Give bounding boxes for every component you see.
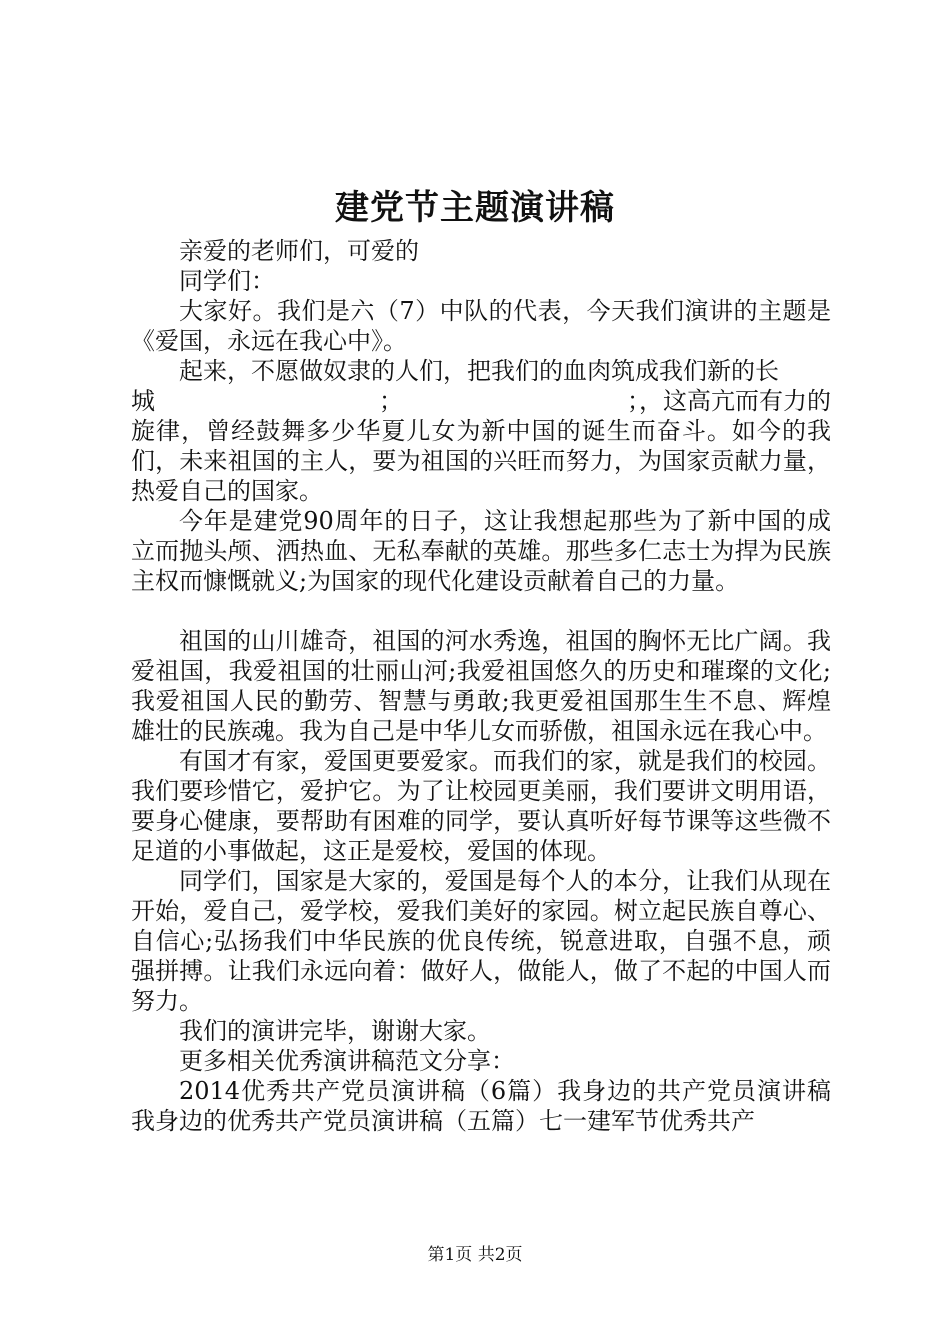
paragraph-intro: 大家好。我们是六（7）中队的代表，今天我们演讲的主题是《爱国，永远在我心中》。 xyxy=(131,297,831,355)
document-title: 建党节主题演讲稿 xyxy=(335,188,615,228)
paragraph-call-to-action: 同学们，国家是大家的，爱国是每个人的本分，让我们从现在开始，爱自己，爱学校，爱我们美好的家园。树立起民族自尊心、自信心;弘扬我们中华民族的优良传统，锐意进取，自强不息，顽强拼搏。让我们永远向着：做好人，做能人，做了不起的中国人而努力。 xyxy=(131,867,831,1015)
paragraph-school: 有国才有家，爱国更要爱家。而我们的家，就是我们的校园。我们要珍惜它，爱护它。为了让校园更美丽，我们要讲文明用语，要身心健康，要帮助有困难的同学，要认真听好每节课等这些微不足道的小事做起，这正是爱校，爱国的体现。 xyxy=(131,747,831,865)
page-footer: 第1页 共2页 xyxy=(427,1245,523,1265)
paragraph-more-link: 更多相关优秀演讲稿范文分享： xyxy=(179,1047,515,1075)
anthem-city-char: 城 xyxy=(131,387,155,415)
paragraph-closing: 我们的演讲完毕，谢谢大家。 xyxy=(179,1017,491,1045)
anthem-semicolon: ； xyxy=(379,387,403,415)
document-body xyxy=(131,236,831,1136)
paragraph-anthem xyxy=(131,356,831,506)
paragraph-motherland: 祖国的山川雄奇，祖国的河水秀逸，祖国的胸怀无比广阔。我爱祖国，我爱祖国的壮丽山河;我爱祖国悠久的历史和璀璨的文化;我爱祖国人民的勤劳、智慧与勇敢;我更爱祖国那生生不息、辉煌雄壮的民族魂。我为自己是中华儿女而骄傲，祖国永远在我心中。 xyxy=(131,627,831,745)
anthem-line-tail: ；，这高亢而有力的 xyxy=(627,387,831,415)
paragraph-party-anniversary: 今年是建党90周年的日子，这让我想起那些为了新中国的成立而抛头颅、洒热血、无私奉献的英雄。那些多仁志士为捍为民族主权而慷慨就义;为国家的现代化建设贡献着自己的力量。 xyxy=(131,507,831,595)
greeting-line-2: 同学们： xyxy=(179,267,275,295)
paragraph-gap xyxy=(131,596,831,626)
anthem-line-1: 起来，不愿做奴隶的人们，把我们的血肉筑成我们新的长 xyxy=(179,357,779,385)
anthem-rest: 旋律，曾经鼓舞多少华夏儿女为新中国的诞生而奋斗。如今的我们，未来祖国的主人，要为祖国的兴旺而努力，为国家贡献力量，热爱自己的国家。 xyxy=(131,417,831,505)
anthem-line-2 xyxy=(131,386,831,416)
paragraph-related-list: 2014优秀共产党员演讲稿（6篇）我身边的共产党员演讲稿我身边的优秀共产党员演讲稿（五篇）七一建军节优秀共产 xyxy=(131,1077,831,1135)
greeting-line-1: 亲爱的老师们，可爱的 xyxy=(179,237,419,265)
